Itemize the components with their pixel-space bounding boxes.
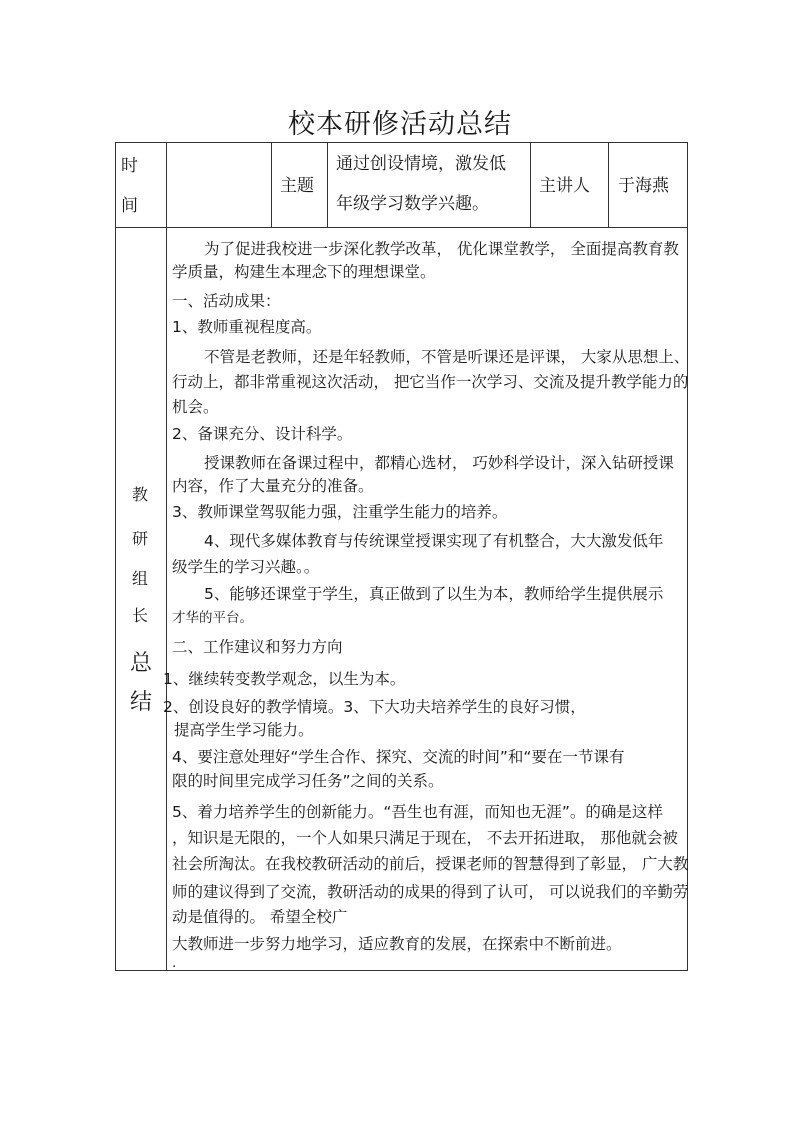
- side-label-char: 结: [130, 690, 153, 715]
- body-line: 2、备课充分、设计科学。: [172, 425, 353, 443]
- section-heading: 二、工作建议和努力方向: [172, 638, 343, 656]
- side-label-char: 长: [132, 606, 149, 625]
- body-line: 社会所淘汰。在我校教研活动的前后，授课老师的智慧得到了彰显， 广大教: [172, 855, 689, 873]
- side-label-char: 研: [132, 529, 149, 548]
- body-line: 限的时间里完成学习任务”之间的关系。: [172, 772, 444, 790]
- topic-label: 主题: [280, 176, 314, 196]
- row-divider: [115, 227, 688, 228]
- side-label-char: 总: [130, 651, 153, 676]
- body-line: 4、现代多媒体教育与传统课堂授课实现了有机整合，大大激发低年: [204, 532, 664, 550]
- topic-value: 通过创设情境，激发低: [336, 154, 506, 174]
- column-divider: [271, 142, 272, 227]
- side-label-char: 组: [132, 569, 149, 588]
- side-label-char: 教: [132, 485, 149, 504]
- body-line: 授课教师在备课过程中，都精心选材， 巧妙科学设计，深入钻研授课: [204, 454, 674, 472]
- page-title: 校本研修活动总结: [288, 109, 512, 140]
- body-line: 1、教师重视程度高。: [172, 318, 322, 336]
- body-line: ，知识是无限的，一个人如果只满足于现在， 不去开拓进取， 那他就会被: [172, 829, 678, 847]
- body-line: 5、能够还课堂于学生，真正做到了以生为本，教师给学生提供展示: [204, 585, 664, 603]
- body-line: 4、要注意处理好“学生合作、探究、交流的时间”和“要在一节课有: [172, 748, 625, 766]
- body-line: 机会。: [172, 398, 219, 416]
- column-divider: [327, 142, 328, 227]
- body-line: 动是值得的。 希望全校广: [172, 908, 348, 926]
- time-label: 时: [121, 156, 138, 176]
- body-line: 才华的平台。: [172, 610, 253, 626]
- body-line: 提高学生学习能力。: [174, 721, 314, 739]
- speaker-label: 主讲人: [539, 176, 590, 196]
- body-line: 师的建议得到了交流，教研活动的成果的得到了认可， 可以说我们的辛勤劳: [172, 883, 689, 901]
- body-line: 内容，作了大量充分的准备。: [172, 477, 374, 495]
- column-divider: [608, 142, 609, 227]
- column-divider: [166, 142, 167, 971]
- body-line: 1、继续转变教学观念，以生为本。: [163, 670, 406, 688]
- body-line: 5、着力培养学生的创新能力。“吾生也有涯，而知也无涯”。的确是这样: [172, 803, 663, 821]
- column-divider: [530, 142, 531, 227]
- body-line: 不管是老教师，还是年轻教师，不管是听课还是评课， 大家从思想上、: [204, 348, 690, 366]
- body-line: 2、创设良好的教学情境。3、下大功夫培养学生的良好习惯，: [163, 698, 586, 716]
- body-line: 3、教师课堂驾驭能力强，注重学生能力的培养。: [172, 503, 508, 521]
- body-line: 大教师进一步努力地学习，适应教育的发展，在探索中不断前进。: [172, 935, 622, 953]
- body-line: 学质量，构建生本理念下的理想课堂。: [172, 263, 436, 281]
- section-heading: 一、活动成果：: [172, 292, 281, 310]
- speaker-name: 于海燕: [618, 176, 669, 196]
- time-label: 间: [121, 196, 138, 216]
- body-line: 为了促进我校进一步深化教学改革， 优化课堂教学， 全面提高教育教: [204, 240, 679, 258]
- body-line: 级学生的学习兴趣。。: [172, 558, 320, 576]
- topic-value: 年级学习数学兴趣。: [336, 194, 489, 214]
- body-line: 行动上，都非常重视这次活动， 把它当作一次学习、交流及提升教学能力的: [172, 373, 689, 391]
- body-line: .: [172, 955, 177, 971]
